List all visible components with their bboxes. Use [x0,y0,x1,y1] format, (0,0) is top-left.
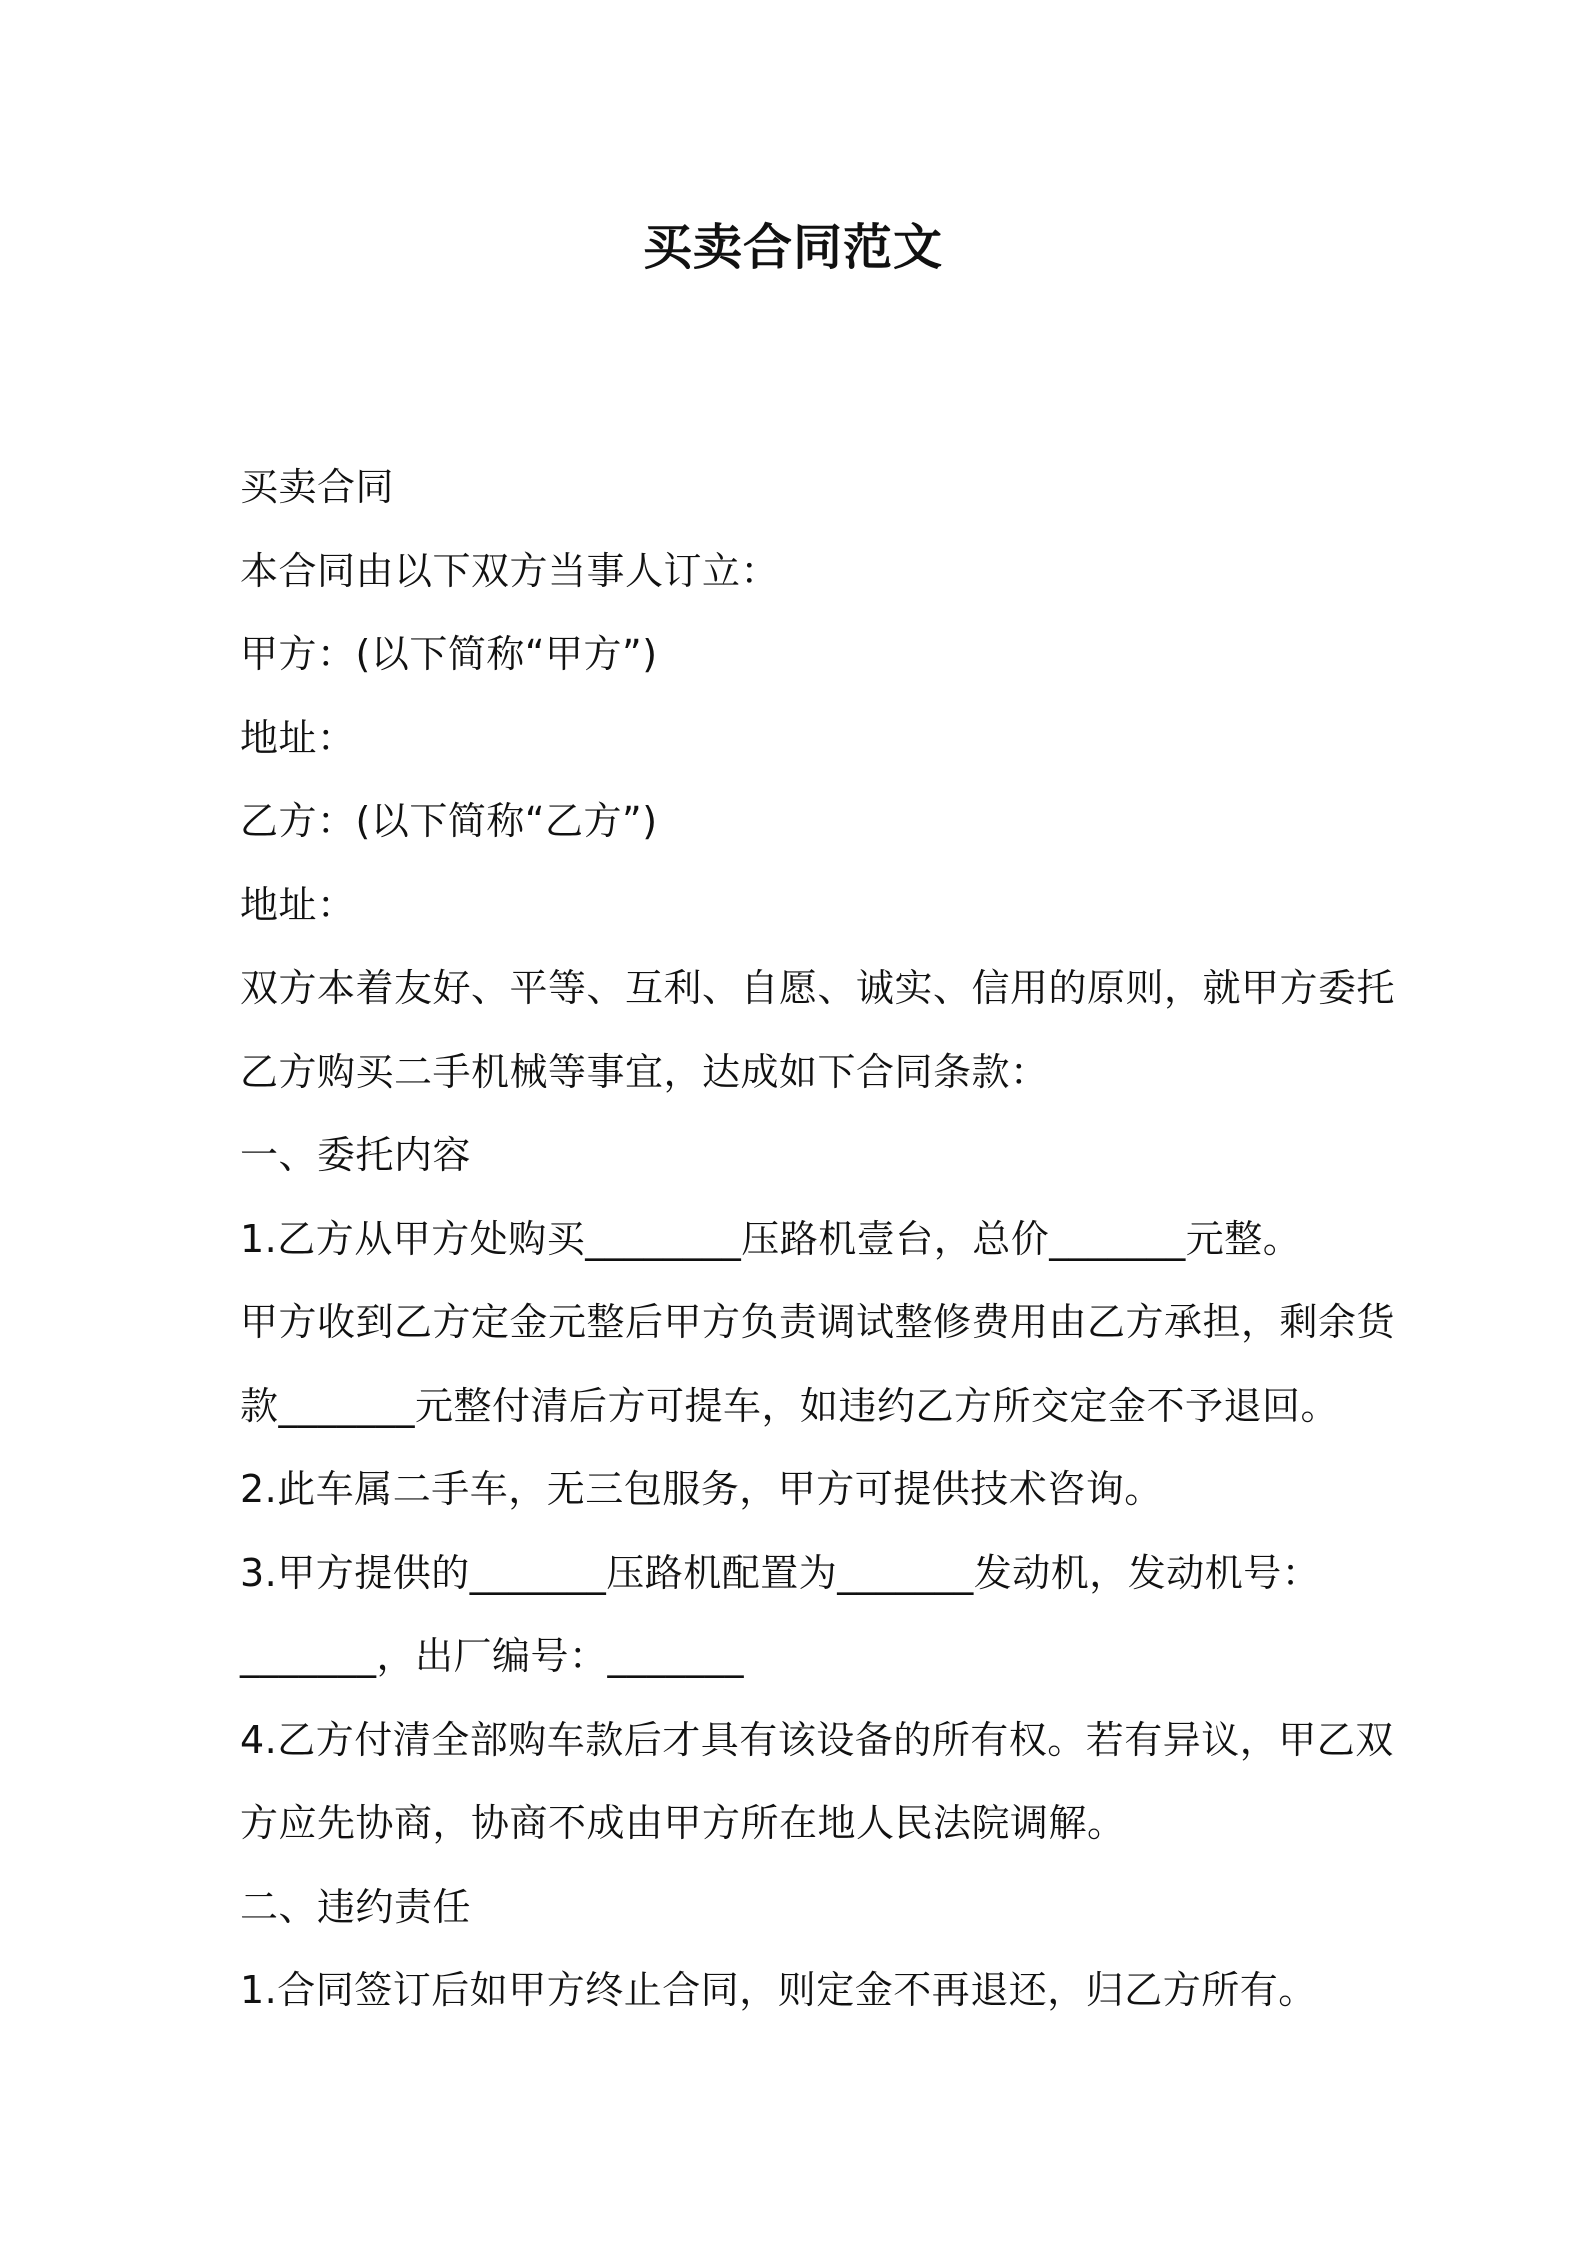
section-2-heading: 二、违约责任 [240,1884,472,1929]
party-b-address: 地址： [240,882,356,927]
clause-1-4-line-1: 4.乙方付清全部购车款后才具有该设备的所有权。若有异议，甲乙双 [240,1717,1394,1762]
party-a-address: 地址： [240,715,356,760]
party-a-line: 甲方：(以下简称“甲方”) [240,632,658,676]
clause-1-3-line-2: _______，出厂编号：_______ [240,1634,745,1678]
clause-1-3-line-1: 3.甲方提供的_______压路机配置为_______发动机，发动机号： [240,1550,1321,1595]
parties-intro: 本合同由以下双方当事人订立： [240,548,780,593]
document-title: 买卖合同范文 [642,219,943,276]
clause-2-1: 1.合同签订后如甲方终止合同，则定金不再退还，归乙方所有。 [240,1968,1317,2012]
clause-1-4-line-2: 方应先协商，协商不成由甲方所在地人民法院调解。 [240,1801,1126,1845]
clause-1-1-line-3: 款_______元整付清后方可提车，如违约乙方所交定金不予退回。 [240,1383,1340,1428]
contract-heading: 买卖合同 [240,465,395,509]
clause-1-2: 2.此车属二手车，无三包服务，甲方可提供技术咨询。 [240,1467,1163,1511]
section-1-heading: 一、委托内容 [240,1133,472,1177]
preamble-line-2: 乙方购买二手机械等事宜，达成如下合同条款： [240,1049,1049,1094]
document-body [240,446,1396,2033]
preamble-line-1: 双方本着友好、平等、互利、自愿、诚实、信用的原则，就甲方委托 [240,966,1396,1010]
clause-1-1-line-2: 甲方收到乙方定金元整后甲方负责调试整修费用由乙方承担，剩余货 [240,1300,1396,1344]
clause-1-1-line-1: 1.乙方从甲方处购买________压路机壹台，总价_______元整。 [240,1216,1302,1261]
party-b-line: 乙方：(以下简称“乙方”) [240,799,658,843]
